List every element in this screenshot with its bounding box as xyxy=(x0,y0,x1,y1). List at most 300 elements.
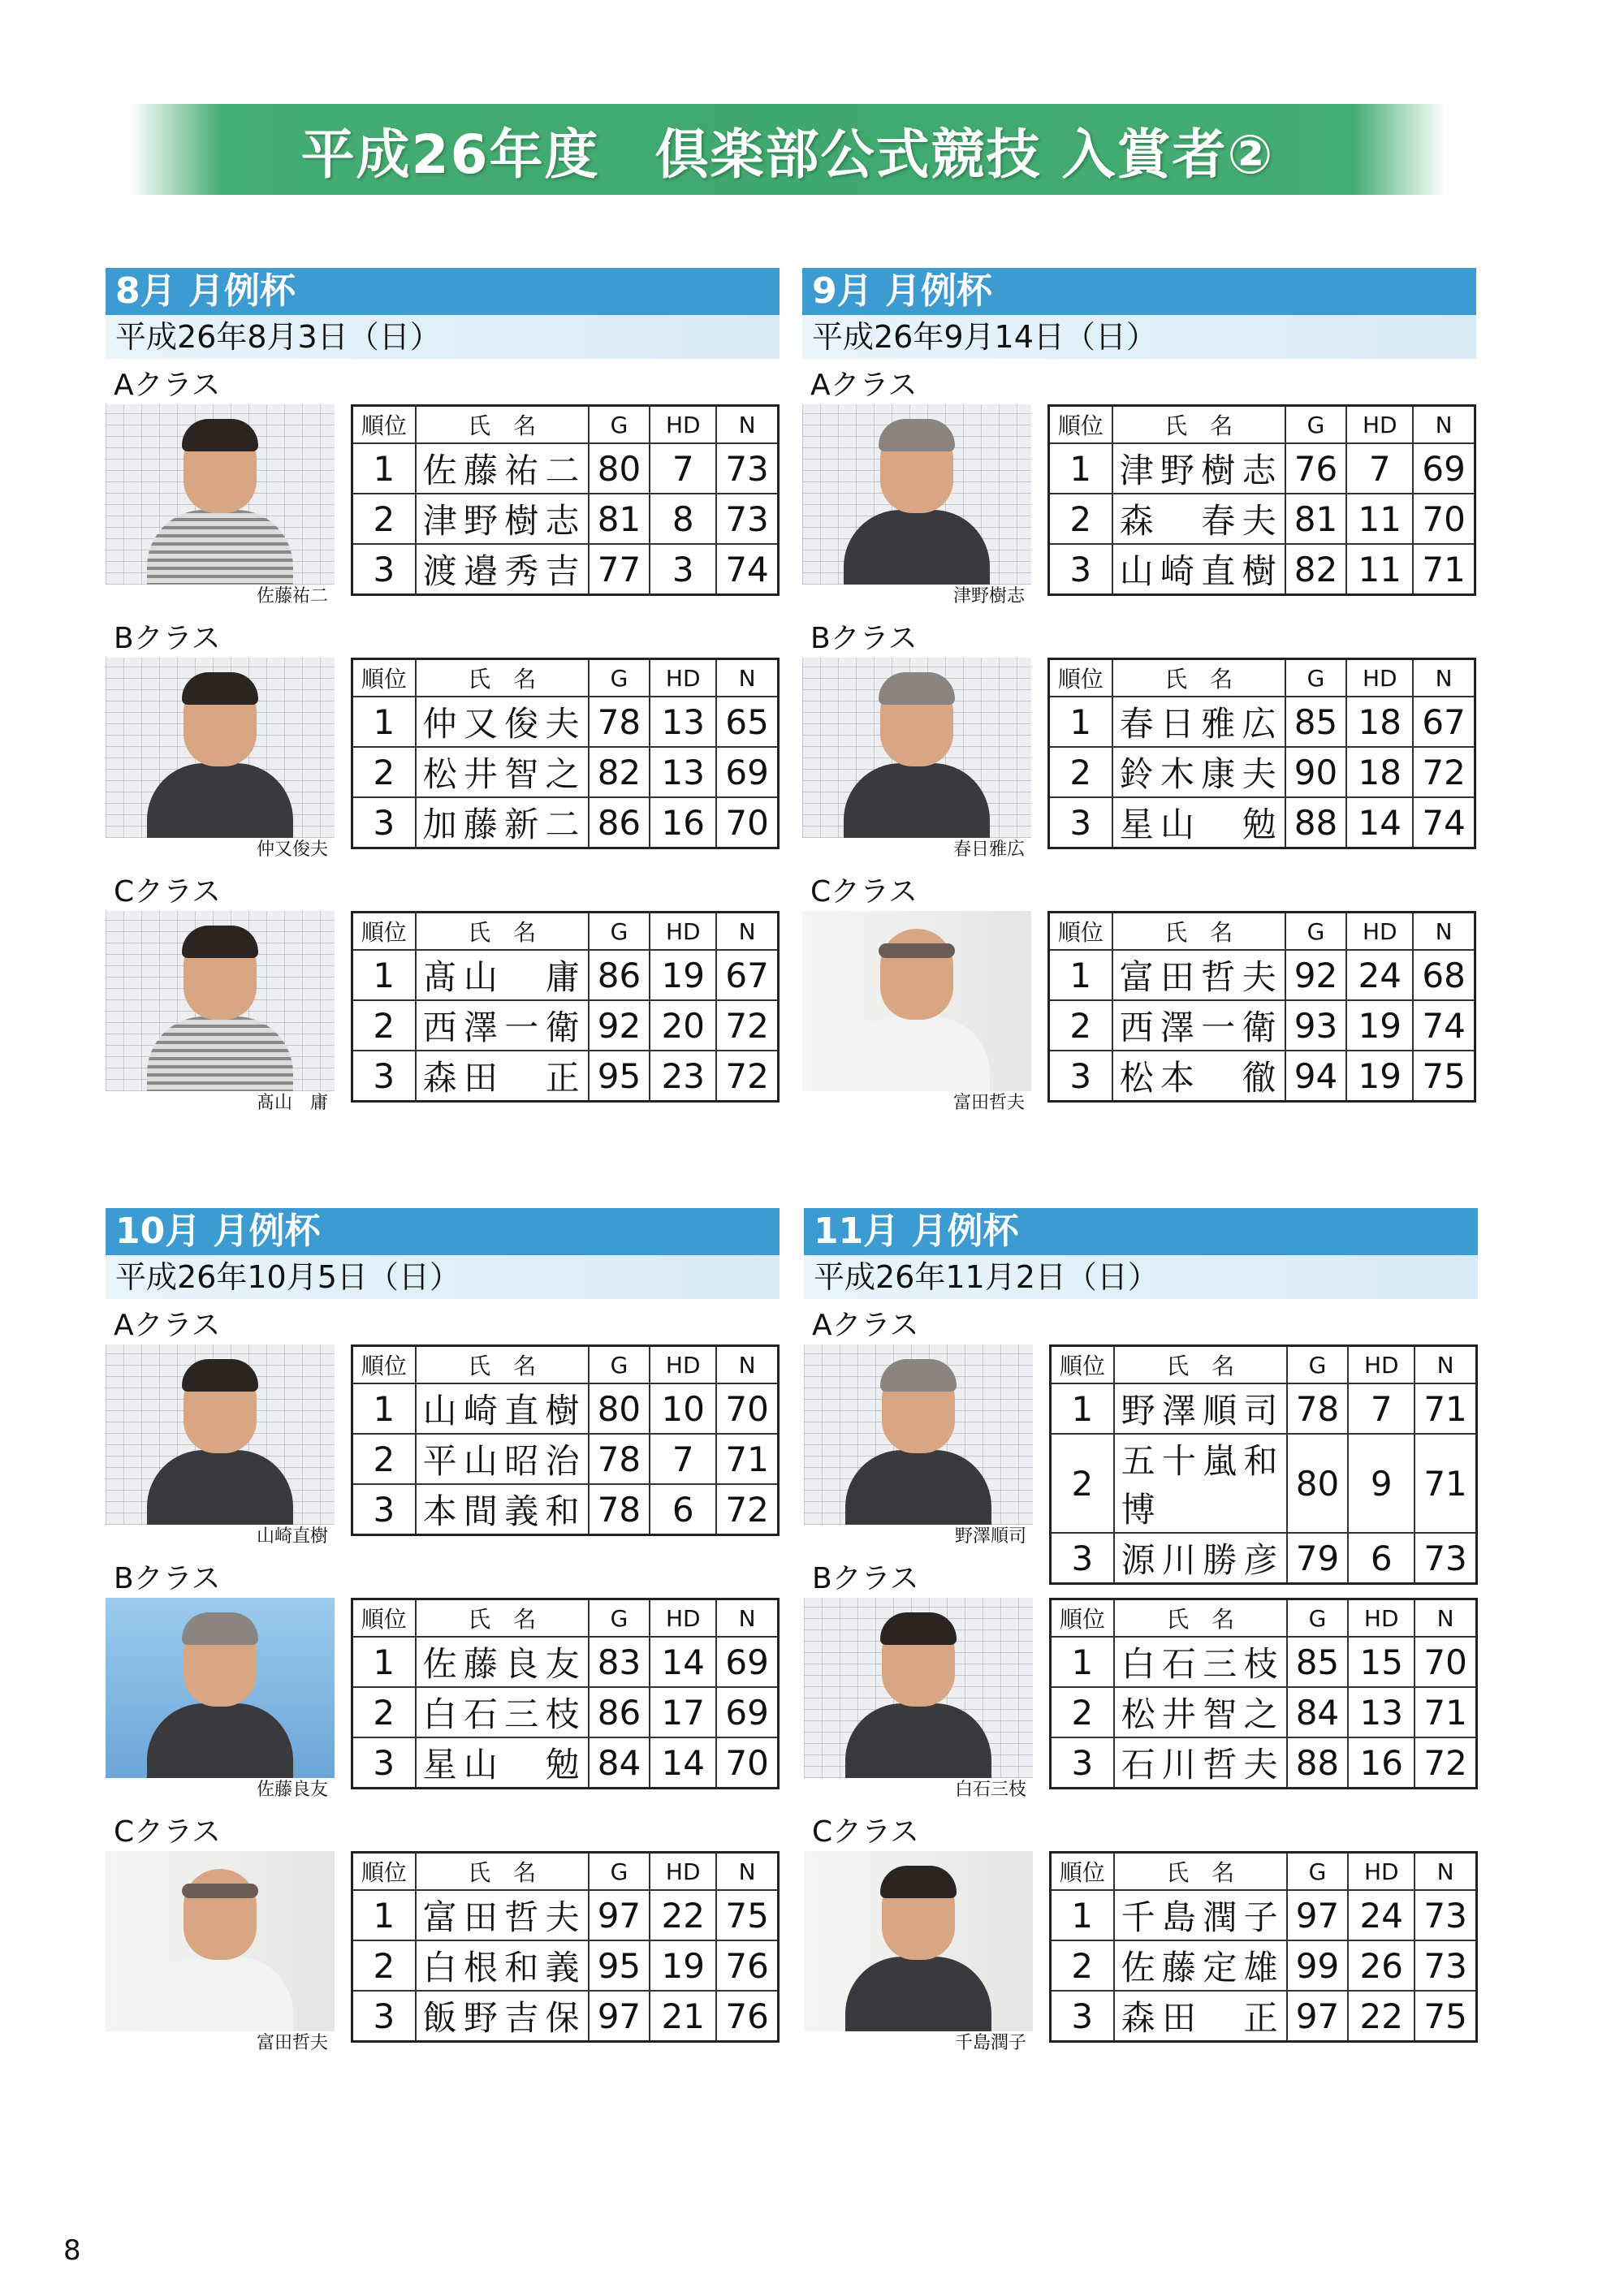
table-row xyxy=(1051,1637,1477,1687)
column-header: N xyxy=(1413,406,1475,444)
table-row xyxy=(1049,443,1475,494)
rank-cell: 1 xyxy=(1051,1890,1114,1940)
gross-cell: 80 xyxy=(589,443,650,494)
net-cell: 75 xyxy=(1413,1051,1475,1102)
photo-caption: 春日雅広 xyxy=(952,839,1025,860)
handicap-cell: 20 xyxy=(650,1000,716,1051)
winner-photo xyxy=(106,404,335,585)
column-header: N xyxy=(1415,1346,1476,1384)
gross-cell: 86 xyxy=(589,797,650,848)
gross-cell: 95 xyxy=(589,1051,650,1102)
handicap-cell: 24 xyxy=(1348,1890,1415,1940)
rank-cell: 1 xyxy=(352,443,416,494)
gross-cell: 95 xyxy=(589,1940,650,1991)
gross-cell: 88 xyxy=(1285,797,1347,848)
rank-cell: 3 xyxy=(1049,544,1112,595)
gross-cell: 80 xyxy=(1287,1434,1349,1533)
column-header: HD xyxy=(1346,659,1413,697)
column-header: G xyxy=(589,1599,650,1638)
table-row xyxy=(352,1737,779,1789)
gross-cell: 97 xyxy=(1287,1991,1349,2042)
gross-cell: 90 xyxy=(1285,747,1347,797)
handicap-cell: 21 xyxy=(650,1991,716,2042)
table-row xyxy=(352,1000,779,1051)
column-header: G xyxy=(1287,1346,1349,1384)
net-cell: 75 xyxy=(716,1890,778,1940)
column-header: HD xyxy=(1348,1346,1415,1384)
name-cell: 五十嵐和博 xyxy=(1114,1434,1287,1533)
name-cell: 春日雅広 xyxy=(1112,697,1285,747)
rank-cell: 2 xyxy=(1049,1000,1112,1051)
handicap-cell: 8 xyxy=(650,494,716,544)
column-header: G xyxy=(589,1853,650,1891)
column-header: G xyxy=(1287,1853,1349,1891)
column-header: 氏 名 xyxy=(416,406,589,444)
results-table xyxy=(351,1598,780,1789)
column-header: 順位 xyxy=(352,1853,416,1891)
name-cell: 星山 勉 xyxy=(1112,797,1285,848)
table-row xyxy=(352,1434,779,1484)
net-cell: 70 xyxy=(716,1383,778,1434)
table-row xyxy=(1051,1991,1477,2042)
net-cell: 73 xyxy=(716,494,778,544)
gross-cell: 78 xyxy=(589,1434,650,1484)
column-header: N xyxy=(716,659,778,697)
net-cell: 72 xyxy=(716,1051,778,1102)
photo-caption: 白石三枝 xyxy=(954,1780,1026,1800)
column-header: N xyxy=(716,913,778,951)
column-header: HD xyxy=(1346,406,1413,444)
name-cell: 千島潤子 xyxy=(1114,1890,1287,1940)
column-header: 順位 xyxy=(1049,659,1112,697)
net-cell: 76 xyxy=(716,1991,778,2042)
name-cell: 渡邉秀吉 xyxy=(416,544,589,595)
column-header: 氏 名 xyxy=(416,1599,589,1638)
page-title: 平成26年度 倶楽部公式競技 入賞者② xyxy=(300,123,1275,186)
gross-cell: 92 xyxy=(589,1000,650,1051)
name-cell: 富田哲夫 xyxy=(416,1890,589,1940)
gross-cell: 84 xyxy=(589,1737,650,1789)
handicap-cell: 11 xyxy=(1346,494,1413,544)
class-block xyxy=(106,1815,780,2059)
name-cell: 白石三枝 xyxy=(1114,1637,1287,1687)
table-row xyxy=(352,747,779,797)
name-cell: 森田 正 xyxy=(1114,1991,1287,2042)
column-header: G xyxy=(589,1346,650,1384)
handicap-cell: 9 xyxy=(1348,1434,1415,1533)
gross-cell: 80 xyxy=(589,1383,650,1434)
net-cell: 71 xyxy=(716,1434,778,1484)
table-row xyxy=(1051,1737,1477,1789)
column-header: G xyxy=(589,406,650,444)
class-block xyxy=(106,369,780,612)
gross-cell: 88 xyxy=(1287,1737,1349,1789)
name-cell: 髙山 庸 xyxy=(416,950,589,1000)
results-table xyxy=(351,1344,780,1536)
rank-cell: 3 xyxy=(1049,797,1112,848)
winner-photo xyxy=(106,1598,335,1778)
title-banner xyxy=(130,104,1445,195)
class-block xyxy=(802,622,1476,865)
photo-caption: 野澤順司 xyxy=(954,1526,1026,1547)
handicap-cell: 17 xyxy=(650,1687,716,1737)
handicap-cell: 19 xyxy=(650,950,716,1000)
column-header: N xyxy=(1415,1853,1476,1891)
photo-caption: 山崎直樹 xyxy=(256,1526,328,1547)
handicap-cell: 15 xyxy=(1348,1637,1415,1687)
class-block xyxy=(802,369,1476,612)
gross-cell: 81 xyxy=(589,494,650,544)
net-cell: 68 xyxy=(1413,950,1475,1000)
name-cell: 本間義和 xyxy=(416,1484,589,1535)
net-cell: 71 xyxy=(1415,1434,1476,1533)
net-cell: 69 xyxy=(1413,443,1475,494)
name-cell: 森田 正 xyxy=(416,1051,589,1102)
class-block xyxy=(804,1562,1478,1806)
event-header: 11月 月例杯 xyxy=(804,1208,1478,1255)
handicap-cell: 7 xyxy=(1348,1383,1415,1434)
column-header: 順位 xyxy=(352,1599,416,1638)
photo-caption: 佐藤祐二 xyxy=(256,586,328,606)
event-header: 8月 月例杯 xyxy=(106,268,780,315)
column-header: N xyxy=(1415,1599,1476,1638)
column-header: 氏 名 xyxy=(1114,1599,1287,1638)
event-date: 平成26年8月3日（日） xyxy=(106,315,780,359)
rank-cell: 1 xyxy=(1051,1383,1114,1434)
class-label: Bクラス xyxy=(114,622,221,655)
gross-cell: 99 xyxy=(1287,1940,1349,1991)
handicap-cell: 14 xyxy=(650,1737,716,1789)
table-row xyxy=(1051,1890,1477,1940)
net-cell: 72 xyxy=(716,1000,778,1051)
net-cell: 67 xyxy=(716,950,778,1000)
winner-photo xyxy=(804,1598,1033,1778)
gross-cell: 85 xyxy=(1287,1637,1349,1687)
net-cell: 69 xyxy=(716,747,778,797)
net-cell: 70 xyxy=(1413,494,1475,544)
name-cell: 飯野吉保 xyxy=(416,1991,589,2042)
handicap-cell: 26 xyxy=(1348,1940,1415,1991)
winner-photo xyxy=(106,658,335,838)
table-row xyxy=(1051,1434,1477,1533)
class-label: Aクラス xyxy=(114,369,221,402)
name-cell: 西澤一衛 xyxy=(1112,1000,1285,1051)
name-cell: 鈴木康夫 xyxy=(1112,747,1285,797)
column-header: 氏 名 xyxy=(1112,659,1285,697)
page-number: 8 xyxy=(63,2234,81,2267)
net-cell: 73 xyxy=(1415,1533,1476,1584)
column-header: G xyxy=(1287,1599,1349,1638)
handicap-cell: 6 xyxy=(650,1484,716,1535)
net-cell: 73 xyxy=(716,443,778,494)
handicap-cell: 22 xyxy=(1348,1991,1415,2042)
event-section xyxy=(802,268,1476,1120)
net-cell: 71 xyxy=(1415,1687,1476,1737)
table-header-row xyxy=(1049,913,1475,951)
rank-cell: 2 xyxy=(352,1434,416,1484)
photo-caption: 佐藤良友 xyxy=(256,1780,328,1800)
name-cell: 佐藤良友 xyxy=(416,1637,589,1687)
column-header: HD xyxy=(650,913,716,951)
column-header: HD xyxy=(650,406,716,444)
rank-cell: 2 xyxy=(352,747,416,797)
photo-caption: 髙山 庸 xyxy=(256,1093,328,1113)
handicap-cell: 16 xyxy=(1348,1737,1415,1789)
column-header: HD xyxy=(650,1599,716,1638)
rank-cell: 2 xyxy=(352,1000,416,1051)
winner-photo xyxy=(802,911,1031,1091)
rank-cell: 3 xyxy=(352,1737,416,1789)
name-cell: 佐藤祐二 xyxy=(416,443,589,494)
class-block xyxy=(106,1562,780,1806)
net-cell: 76 xyxy=(716,1940,778,1991)
name-cell: 白根和義 xyxy=(416,1940,589,1991)
table-row xyxy=(352,1940,779,1991)
rank-cell: 1 xyxy=(352,697,416,747)
net-cell: 73 xyxy=(1415,1940,1476,1991)
handicap-cell: 19 xyxy=(1346,1000,1413,1051)
class-label: Aクラス xyxy=(812,1309,919,1342)
handicap-cell: 13 xyxy=(650,697,716,747)
table-row xyxy=(352,1687,779,1737)
column-header: G xyxy=(589,659,650,697)
column-header: G xyxy=(1285,913,1347,951)
rank-cell: 3 xyxy=(352,797,416,848)
table-header-row xyxy=(1049,406,1475,444)
photo-caption: 富田哲夫 xyxy=(952,1093,1025,1113)
winner-photo xyxy=(802,658,1031,838)
winner-photo xyxy=(106,1344,335,1525)
name-cell: 山崎直樹 xyxy=(416,1383,589,1434)
handicap-cell: 14 xyxy=(650,1637,716,1687)
table-row xyxy=(1049,1000,1475,1051)
name-cell: 松本 徹 xyxy=(1112,1051,1285,1102)
name-cell: 津野樹志 xyxy=(416,494,589,544)
results-table xyxy=(1049,1851,1478,2043)
net-cell: 74 xyxy=(716,544,778,595)
rank-cell: 1 xyxy=(1049,443,1112,494)
rank-cell: 3 xyxy=(352,544,416,595)
name-cell: 加藤新二 xyxy=(416,797,589,848)
table-row xyxy=(352,544,779,595)
gross-cell: 84 xyxy=(1287,1687,1349,1737)
column-header: HD xyxy=(650,659,716,697)
column-header: 氏 名 xyxy=(1114,1853,1287,1891)
table-row xyxy=(1051,1687,1477,1737)
rank-cell: 1 xyxy=(352,1637,416,1687)
table-row xyxy=(1049,950,1475,1000)
name-cell: 白石三枝 xyxy=(416,1687,589,1737)
rank-cell: 3 xyxy=(1051,1533,1114,1584)
table-header-row xyxy=(352,1853,779,1891)
net-cell: 71 xyxy=(1415,1383,1476,1434)
handicap-cell: 18 xyxy=(1346,747,1413,797)
rank-cell: 1 xyxy=(1049,697,1112,747)
gross-cell: 93 xyxy=(1285,1000,1347,1051)
name-cell: 平山昭治 xyxy=(416,1434,589,1484)
handicap-cell: 7 xyxy=(650,1434,716,1484)
table-header-row xyxy=(352,1346,779,1384)
table-header-row xyxy=(1049,659,1475,697)
handicap-cell: 13 xyxy=(650,747,716,797)
class-label: Cクラス xyxy=(812,1815,920,1849)
rank-cell: 3 xyxy=(1051,1991,1114,2042)
photo-caption: 仲又俊夫 xyxy=(256,839,328,860)
column-header: N xyxy=(716,1853,778,1891)
class-label: Cクラス xyxy=(810,875,918,908)
table-header-row xyxy=(352,1599,779,1638)
gross-cell: 92 xyxy=(1285,950,1347,1000)
rank-cell: 3 xyxy=(352,1991,416,2042)
handicap-cell: 19 xyxy=(650,1940,716,1991)
rank-cell: 1 xyxy=(1049,950,1112,1000)
class-label: Bクラス xyxy=(810,622,918,655)
results-table xyxy=(351,1851,780,2043)
table-row xyxy=(352,443,779,494)
results-table xyxy=(1049,1598,1478,1789)
class-label: Bクラス xyxy=(114,1562,221,1595)
table-row xyxy=(1049,697,1475,747)
rank-cell: 2 xyxy=(1049,494,1112,544)
name-cell: 源川勝彦 xyxy=(1114,1533,1287,1584)
net-cell: 73 xyxy=(1415,1890,1476,1940)
column-header: N xyxy=(716,1599,778,1638)
table-header-row xyxy=(352,406,779,444)
handicap-cell: 6 xyxy=(1348,1533,1415,1584)
table-row xyxy=(352,697,779,747)
gross-cell: 85 xyxy=(1285,697,1347,747)
rank-cell: 3 xyxy=(352,1051,416,1102)
gross-cell: 77 xyxy=(589,544,650,595)
event-date: 平成26年10月5日（日） xyxy=(106,1255,780,1299)
gross-cell: 79 xyxy=(1287,1533,1349,1584)
name-cell: 松井智之 xyxy=(1114,1687,1287,1737)
results-table xyxy=(1049,1344,1478,1585)
gross-cell: 81 xyxy=(1285,494,1347,544)
column-header: 氏 名 xyxy=(416,1853,589,1891)
rank-cell: 1 xyxy=(352,1890,416,1940)
table-row xyxy=(352,1890,779,1940)
table-row xyxy=(1049,747,1475,797)
rank-cell: 1 xyxy=(352,950,416,1000)
column-header: G xyxy=(589,913,650,951)
column-header: N xyxy=(716,406,778,444)
handicap-cell: 11 xyxy=(1346,544,1413,595)
name-cell: 仲又俊夫 xyxy=(416,697,589,747)
table-row xyxy=(352,950,779,1000)
class-label: Bクラス xyxy=(812,1562,919,1595)
column-header: 氏 名 xyxy=(416,913,589,951)
class-block xyxy=(804,1815,1478,2059)
table-row xyxy=(352,797,779,848)
rank-cell: 3 xyxy=(1051,1737,1114,1789)
name-cell: 西澤一衛 xyxy=(416,1000,589,1051)
column-header: 順位 xyxy=(352,659,416,697)
gross-cell: 97 xyxy=(589,1991,650,2042)
column-header: 順位 xyxy=(1051,1853,1114,1891)
handicap-cell: 10 xyxy=(650,1383,716,1434)
column-header: 順位 xyxy=(352,406,416,444)
gross-cell: 78 xyxy=(589,1484,650,1535)
photo-caption: 千島潤子 xyxy=(954,2033,1026,2053)
handicap-cell: 13 xyxy=(1348,1687,1415,1737)
gross-cell: 78 xyxy=(1287,1383,1349,1434)
table-row xyxy=(1049,544,1475,595)
winner-photo xyxy=(804,1344,1033,1525)
class-block xyxy=(802,875,1476,1119)
gross-cell: 78 xyxy=(589,697,650,747)
net-cell: 65 xyxy=(716,697,778,747)
table-row xyxy=(1049,494,1475,544)
rank-cell: 2 xyxy=(352,1687,416,1737)
column-header: N xyxy=(716,1346,778,1384)
rank-cell: 3 xyxy=(352,1484,416,1535)
gross-cell: 86 xyxy=(589,1687,650,1737)
table-header-row xyxy=(352,659,779,697)
column-header: HD xyxy=(650,1853,716,1891)
results-table xyxy=(351,911,780,1103)
net-cell: 72 xyxy=(716,1484,778,1535)
column-header: N xyxy=(1413,913,1475,951)
column-header: 順位 xyxy=(1049,406,1112,444)
name-cell: 松井智之 xyxy=(416,747,589,797)
name-cell: 津野樹志 xyxy=(1112,443,1285,494)
class-label: Aクラス xyxy=(810,369,918,402)
rank-cell: 2 xyxy=(1051,1434,1114,1533)
net-cell: 72 xyxy=(1415,1737,1476,1789)
column-header: 氏 名 xyxy=(1112,913,1285,951)
winner-photo xyxy=(804,1851,1033,2031)
column-header: HD xyxy=(1346,913,1413,951)
column-header: 順位 xyxy=(352,913,416,951)
name-cell: 星山 勉 xyxy=(416,1737,589,1789)
photo-caption: 津野樹志 xyxy=(952,586,1025,606)
winner-photo xyxy=(106,1851,335,2031)
class-label: Aクラス xyxy=(114,1309,221,1342)
column-header: 順位 xyxy=(1051,1346,1114,1384)
net-cell: 74 xyxy=(1413,1000,1475,1051)
handicap-cell: 24 xyxy=(1346,950,1413,1000)
rank-cell: 2 xyxy=(352,494,416,544)
results-table xyxy=(351,404,780,596)
handicap-cell: 19 xyxy=(1346,1051,1413,1102)
handicap-cell: 14 xyxy=(1346,797,1413,848)
table-row xyxy=(1051,1940,1477,1991)
gross-cell: 97 xyxy=(589,1890,650,1940)
name-cell: 野澤順司 xyxy=(1114,1383,1287,1434)
table-row xyxy=(352,1637,779,1687)
table-row xyxy=(352,1484,779,1535)
winner-photo xyxy=(106,911,335,1091)
class-label: Cクラス xyxy=(114,1815,222,1849)
column-header: N xyxy=(1413,659,1475,697)
name-cell: 山崎直樹 xyxy=(1112,544,1285,595)
handicap-cell: 18 xyxy=(1346,697,1413,747)
rank-cell: 1 xyxy=(352,1383,416,1434)
column-header: 氏 名 xyxy=(416,659,589,697)
rank-cell: 2 xyxy=(352,1940,416,1991)
gross-cell: 97 xyxy=(1287,1890,1349,1940)
class-block xyxy=(106,1309,780,1552)
gross-cell: 82 xyxy=(589,747,650,797)
event-section xyxy=(106,268,780,1120)
photo-caption: 富田哲夫 xyxy=(256,2033,328,2053)
column-header: 順位 xyxy=(1049,913,1112,951)
net-cell: 74 xyxy=(1413,797,1475,848)
net-cell: 72 xyxy=(1413,747,1475,797)
rank-cell: 3 xyxy=(1049,1051,1112,1102)
handicap-cell: 7 xyxy=(650,443,716,494)
